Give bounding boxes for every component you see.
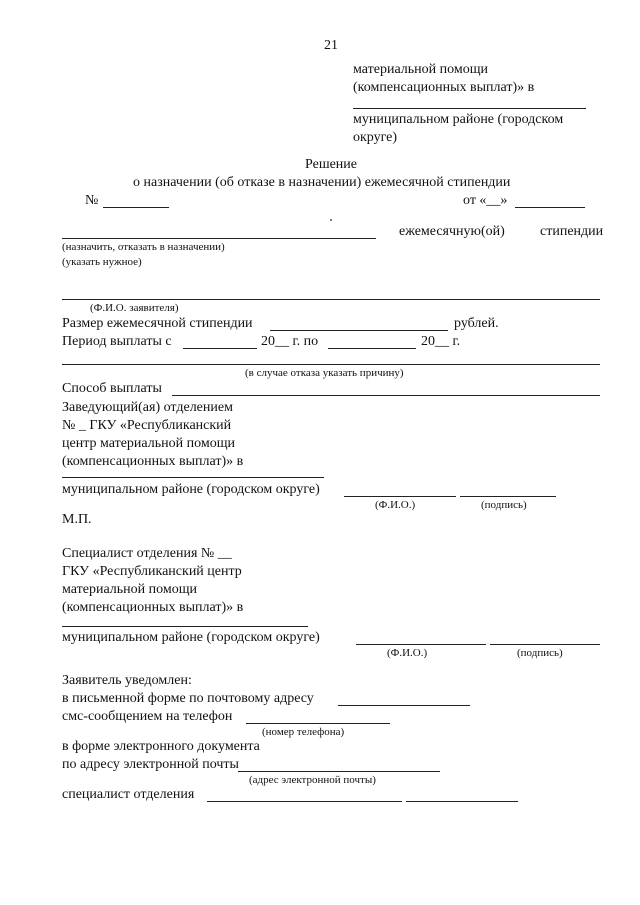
head-sign-line [460, 496, 556, 497]
notified-line-2: в письменной форме по почтовому адресу [62, 691, 314, 706]
stipend-text-2: стипендии [540, 224, 604, 239]
page-number: 21 [324, 38, 338, 53]
period-year-1: 20__ г. по [261, 334, 319, 349]
amount-unit: рублей. [454, 316, 499, 331]
header-line-4: округе) [353, 130, 398, 145]
scan-speck [330, 219, 332, 221]
document-subtitle: о назначении (об отказе в назначении) ежемесячной стипендии [133, 175, 511, 190]
hint-refusal: (в случае отказа указать причину) [245, 367, 404, 379]
header-blank-line [353, 108, 586, 109]
specialist-line-2: ГКУ «Республиканский центр [62, 564, 242, 579]
phone-line [246, 723, 390, 724]
period-year-2: 20__ г. [421, 334, 461, 349]
specialist-sign-line [490, 644, 600, 645]
period-to-blank [328, 348, 416, 349]
head-line-4: (компенсационных выплат)» в [62, 454, 244, 469]
payment-method-label: Способ выплаты [62, 381, 162, 396]
specialist-line-5: муниципальном районе (городском округе) [62, 630, 320, 645]
document-title: Решение [305, 157, 358, 172]
amount-label: Размер ежемесячной стипендии [62, 316, 253, 331]
specialist-final-fio-line [207, 801, 402, 802]
email-line [238, 771, 440, 772]
stipend-text-1: ежемесячную(ой) [399, 224, 505, 239]
period-from-label: Период выплаты с [62, 334, 172, 349]
specialist-fio-line [356, 644, 486, 645]
head-line-1: Заведующий(ая) отделением [62, 400, 233, 415]
hint-assign: (назначить, отказать в назначении) [62, 241, 225, 253]
number-label: № [85, 193, 99, 208]
specialist-line-3: материальной помощи [62, 582, 197, 597]
number-blank-line [103, 207, 169, 208]
specialist-line-1: Специалист отделения № __ [62, 546, 232, 561]
specialist-district-line [62, 626, 308, 627]
payment-method-line [172, 395, 600, 396]
header-line-1: материальной помощи [353, 62, 488, 77]
specialist-hint-fio: (Ф.И.О.) [387, 647, 428, 659]
hint-phone: (номер телефона) [262, 726, 345, 738]
hint-fio-applicant: (Ф.И.О. заявителя) [90, 302, 179, 314]
notified-line-6: специалист отделения [62, 787, 195, 802]
applicant-fio-line [62, 299, 600, 300]
notified-line-5: по адресу электронной почты [62, 757, 239, 772]
postal-address-line [338, 705, 470, 706]
amount-blank-line [270, 330, 448, 331]
stamp-label: М.П. [62, 512, 92, 527]
specialist-hint-sign: (подпись) [517, 647, 563, 659]
date-blank-line [515, 207, 585, 208]
header-line-2: (компенсационных выплат)» в [353, 80, 535, 95]
head-hint-sign: (подпись) [481, 499, 527, 511]
head-district-line [62, 477, 324, 478]
notified-line-3: смс-сообщением на телефон [62, 709, 233, 724]
period-from-blank [183, 348, 257, 349]
specialist-final-sign-line [406, 801, 518, 802]
refusal-reason-line [62, 364, 600, 365]
assign-blank-line [62, 238, 376, 239]
notified-line-1: Заявитель уведомлен: [62, 673, 192, 688]
specialist-line-4: (компенсационных выплат)» в [62, 600, 244, 615]
date-label: от «__» [463, 193, 508, 208]
hint-choose: (указать нужное) [62, 256, 142, 268]
head-line-5: муниципальном районе (городском округе) [62, 482, 320, 497]
head-line-3: центр материальной помощи [62, 436, 235, 451]
hint-email: (адрес электронной почты) [249, 774, 376, 786]
notified-line-4: в форме электронного документа [62, 739, 260, 754]
header-line-3: муниципальном районе (городском [353, 112, 564, 127]
head-line-2: № _ ГКУ «Республиканский [62, 418, 232, 433]
head-fio-line [344, 496, 456, 497]
head-hint-fio: (Ф.И.О.) [375, 499, 416, 511]
